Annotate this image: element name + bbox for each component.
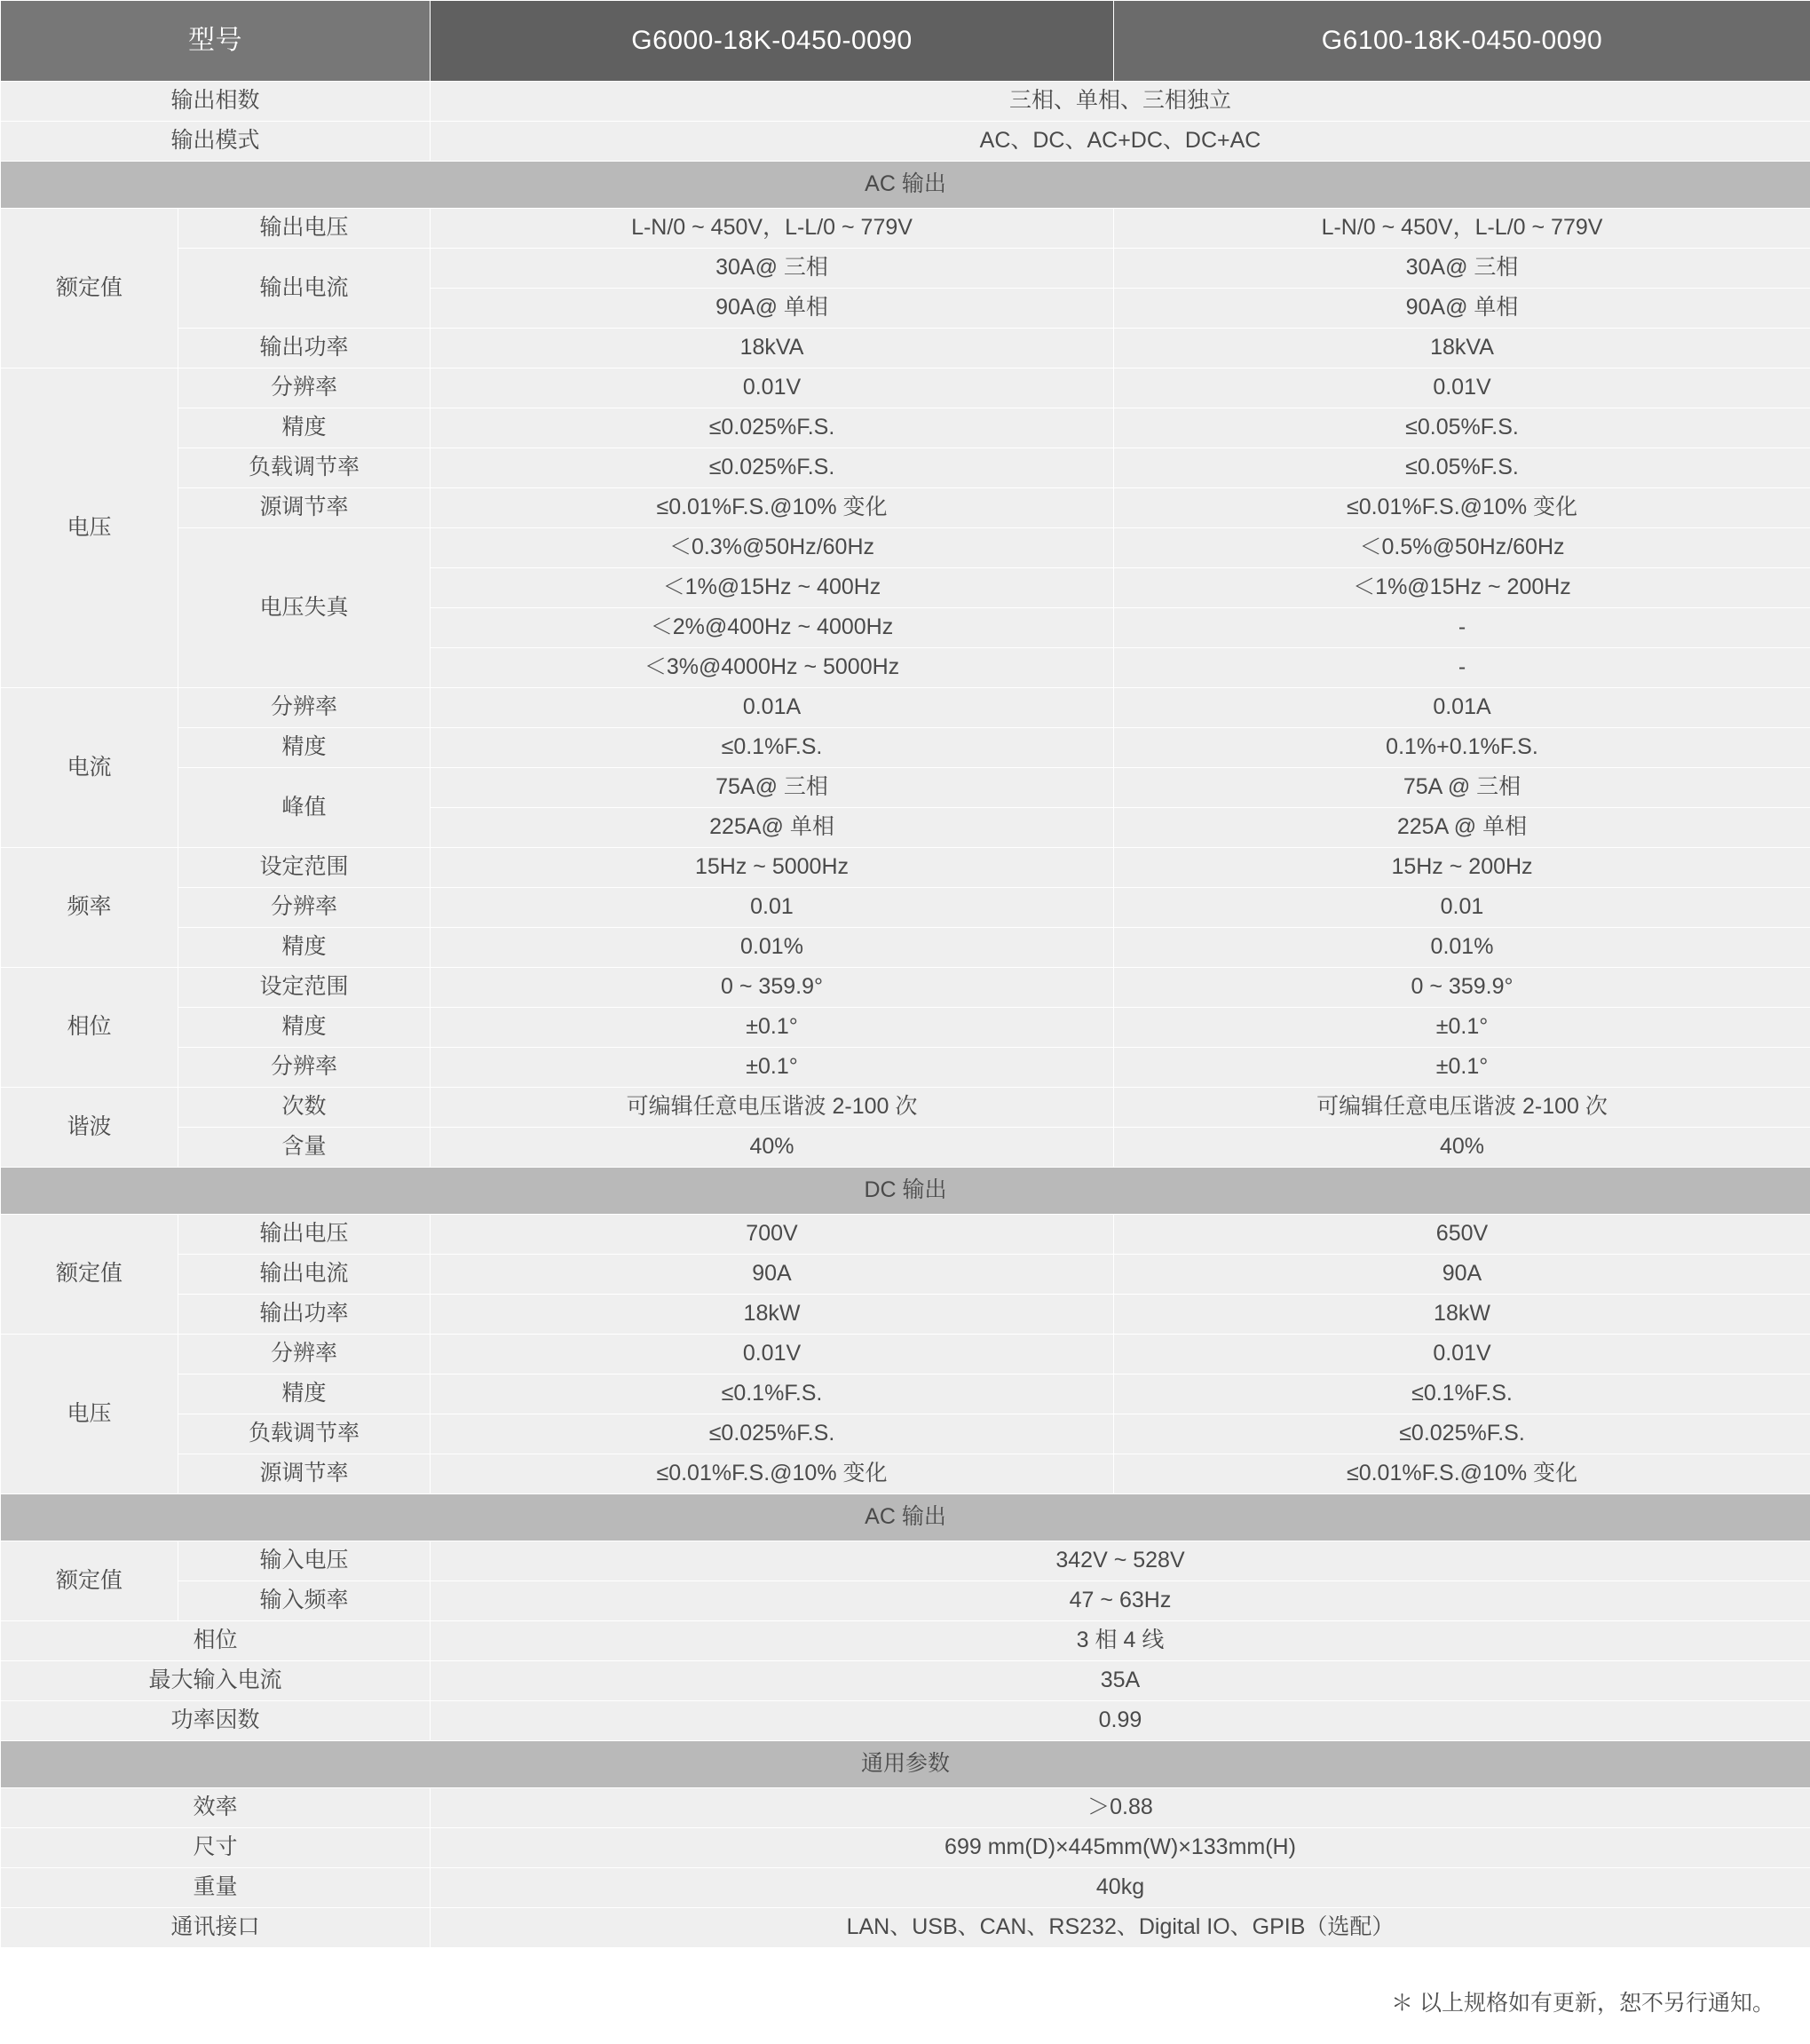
- table-row: [1, 1375, 1810, 1414]
- band-label: 通用参数: [1, 1741, 1810, 1788]
- row-value: 699 mm(D)×445mm(W)×133mm(H): [431, 1828, 1810, 1868]
- table-row: [1, 968, 1810, 1008]
- row-label: 源调节率: [178, 1454, 431, 1494]
- row-label: 精度: [178, 928, 431, 968]
- row-label: 分辨率: [178, 1335, 431, 1375]
- group-label: 频率: [1, 848, 178, 968]
- row-value-a: 0.01: [431, 888, 1114, 928]
- row-value: 三相、单相、三相独立: [431, 82, 1810, 122]
- row-label: 效率: [1, 1788, 431, 1828]
- section-band-dc-output: [1, 1168, 1810, 1215]
- table-row: [1, 1541, 1810, 1581]
- row-value-a: ＜0.3%@50Hz/60Hz: [431, 528, 1114, 568]
- header-model-label: 型号: [1, 1, 431, 82]
- row-label: 精度: [178, 728, 431, 768]
- table-row: [1, 408, 1810, 448]
- row-label: 输入电压: [178, 1541, 431, 1581]
- table-row: [1, 728, 1810, 768]
- row-value-b: ≤0.05%F.S.: [1114, 448, 1810, 488]
- row-label: 分辨率: [178, 888, 431, 928]
- table-row: [1, 1048, 1810, 1088]
- row-label: 分辨率: [178, 1048, 431, 1088]
- row-value: 0.99: [431, 1701, 1810, 1741]
- group-label: 额定值: [1, 1541, 178, 1621]
- row-value-a: ≤0.025%F.S.: [431, 1414, 1114, 1454]
- group-label: 额定值: [1, 209, 178, 368]
- table-row: [1, 1295, 1810, 1335]
- row-value-b: 75A @ 三相: [1114, 768, 1810, 808]
- row-value-a: 225A@ 单相: [431, 808, 1114, 848]
- row-label: 精度: [178, 1375, 431, 1414]
- row-label: 最大输入电流: [1, 1661, 431, 1701]
- table-row: [1, 928, 1810, 968]
- group-label: 电压: [1, 368, 178, 688]
- row-value-b: 18kW: [1114, 1295, 1810, 1335]
- group-label: 电压: [1, 1335, 178, 1494]
- row-label: 精度: [178, 408, 431, 448]
- row-value: 3 相 4 线: [431, 1621, 1810, 1661]
- header-model-a: G6000-18K-0450-0090: [431, 1, 1114, 82]
- table-row: [1, 768, 1810, 808]
- row-value-b: 30A@ 三相: [1114, 249, 1810, 289]
- table-row: [1, 329, 1810, 368]
- table-row: [1, 1215, 1810, 1255]
- footnote: ＊ 以上规格如有更新，恕不另行通知。: [0, 1948, 1810, 2044]
- band-label: AC 输出: [1, 1494, 1810, 1541]
- row-value-b: 0.01V: [1114, 368, 1810, 408]
- row-value-a: ＜1%@15Hz ~ 400Hz: [431, 568, 1114, 608]
- row-label: 次数: [178, 1088, 431, 1128]
- row-value-a: 18kW: [431, 1295, 1114, 1335]
- group-label: 谐波: [1, 1088, 178, 1168]
- row-label: 源调节率: [178, 488, 431, 528]
- band-label: AC 输出: [1, 162, 1810, 209]
- table-row: [1, 1828, 1810, 1868]
- table-row: [1, 1088, 1810, 1128]
- table-row: [1, 488, 1810, 528]
- row-value-b: 650V: [1114, 1215, 1810, 1255]
- row-value-a: ±0.1°: [431, 1048, 1114, 1088]
- table-row: [1, 249, 1810, 289]
- row-label: 输出电压: [178, 209, 431, 249]
- row-label: 峰值: [178, 768, 431, 848]
- row-value-b: ≤0.1%F.S.: [1114, 1375, 1810, 1414]
- table-row: [1, 1454, 1810, 1494]
- row-value-a: 90A: [431, 1255, 1114, 1295]
- row-value-a: ＜2%@400Hz ~ 4000Hz: [431, 608, 1114, 648]
- row-value-a: ≤0.01%F.S.@10% 变化: [431, 1454, 1114, 1494]
- table-row: [1, 1128, 1810, 1168]
- row-value-a: L-N/0 ~ 450V，L-L/0 ~ 779V: [431, 209, 1114, 249]
- row-value-b: 15Hz ~ 200Hz: [1114, 848, 1810, 888]
- row-label: 分辨率: [178, 368, 431, 408]
- row-value-a: ±0.1°: [431, 1008, 1114, 1048]
- row-value-b: L-N/0 ~ 450V，L-L/0 ~ 779V: [1114, 209, 1810, 249]
- row-value-a: 700V: [431, 1215, 1114, 1255]
- section-band-ac-output: [1, 162, 1810, 209]
- row-value-b: 0 ~ 359.9°: [1114, 968, 1810, 1008]
- table-row: [1, 1661, 1810, 1701]
- row-value: 342V ~ 528V: [431, 1541, 1810, 1581]
- row-value-b: -: [1114, 608, 1810, 648]
- table-row: [1, 1868, 1810, 1908]
- row-value-b: ≤0.05%F.S.: [1114, 408, 1810, 448]
- table-row: [1, 448, 1810, 488]
- row-value-b: 225A @ 单相: [1114, 808, 1810, 848]
- row-label: 尺寸: [1, 1828, 431, 1868]
- section-band-general: [1, 1741, 1810, 1788]
- row-value-a: ≤0.025%F.S.: [431, 408, 1114, 448]
- table-row: [1, 528, 1810, 568]
- row-value-b: 0.01V: [1114, 1335, 1810, 1375]
- row-value-a: 30A@ 三相: [431, 249, 1114, 289]
- row-value-b: 可编辑任意电压谐波 2-100 次: [1114, 1088, 1810, 1128]
- table-row: [1, 1908, 1810, 1948]
- row-value: AC、DC、AC+DC、DC+AC: [431, 122, 1810, 162]
- row-label: 输出相数: [1, 82, 431, 122]
- row-label: 设定范围: [178, 848, 431, 888]
- row-value-b: 40%: [1114, 1128, 1810, 1168]
- row-label: 功率因数: [1, 1701, 431, 1741]
- table-row: [1, 1621, 1810, 1661]
- table-row: [1, 1008, 1810, 1048]
- row-value-b: ±0.1°: [1114, 1048, 1810, 1088]
- row-value-b: ≤0.01%F.S.@10% 变化: [1114, 1454, 1810, 1494]
- row-value: 47 ~ 63Hz: [431, 1581, 1810, 1621]
- row-value-a: 0.01%: [431, 928, 1114, 968]
- row-value-a: ≤0.01%F.S.@10% 变化: [431, 488, 1114, 528]
- table-row: [1, 209, 1810, 249]
- row-value-b: 0.01A: [1114, 688, 1810, 728]
- row-value-b: -: [1114, 648, 1810, 688]
- row-label: 负载调节率: [178, 1414, 431, 1454]
- row-value-a: 可编辑任意电压谐波 2-100 次: [431, 1088, 1114, 1128]
- row-label: 重量: [1, 1868, 431, 1908]
- row-value-b: 18kVA: [1114, 329, 1810, 368]
- table-row: [1, 1788, 1810, 1828]
- row-label: 相位: [1, 1621, 431, 1661]
- table-row: [1, 1581, 1810, 1621]
- row-value-a: 18kVA: [431, 329, 1114, 368]
- row-value: LAN、USB、CAN、RS232、Digital IO、GPIB（选配）: [431, 1908, 1810, 1948]
- table-row: [1, 1414, 1810, 1454]
- row-label: 输入频率: [178, 1581, 431, 1621]
- row-label: 含量: [178, 1128, 431, 1168]
- group-label: 额定值: [1, 1215, 178, 1335]
- row-value-b: ±0.1°: [1114, 1008, 1810, 1048]
- row-value-a: 15Hz ~ 5000Hz: [431, 848, 1114, 888]
- row-value-b: ＜0.5%@50Hz/60Hz: [1114, 528, 1810, 568]
- row-label: 电压失真: [178, 528, 431, 688]
- row-value-a: 90A@ 单相: [431, 289, 1114, 329]
- group-label: 相位: [1, 968, 178, 1088]
- row-value-a: 0.01A: [431, 688, 1114, 728]
- table-row: [1, 888, 1810, 928]
- row-value-b: 0.01%: [1114, 928, 1810, 968]
- table-row: [1, 122, 1810, 162]
- row-label: 通讯接口: [1, 1908, 431, 1948]
- row-value-a: 0.01V: [431, 1335, 1114, 1375]
- row-value-a: 0 ~ 359.9°: [431, 968, 1114, 1008]
- table-row: [1, 1255, 1810, 1295]
- row-value-a: ≤0.025%F.S.: [431, 448, 1114, 488]
- row-value-b: 90A@ 单相: [1114, 289, 1810, 329]
- row-label: 输出功率: [178, 1295, 431, 1335]
- row-label: 输出电流: [178, 249, 431, 329]
- row-label: 精度: [178, 1008, 431, 1048]
- band-label: DC 输出: [1, 1168, 1810, 1215]
- section-band-ac-input: [1, 1494, 1810, 1541]
- table-row: [1, 82, 1810, 122]
- row-value-a: ≤0.1%F.S.: [431, 728, 1114, 768]
- table-row: [1, 848, 1810, 888]
- row-label: 负载调节率: [178, 448, 431, 488]
- row-value-b: 0.1%+0.1%F.S.: [1114, 728, 1810, 768]
- table-row: [1, 1701, 1810, 1741]
- row-value-a: ＜3%@4000Hz ~ 5000Hz: [431, 648, 1114, 688]
- row-label: 输出模式: [1, 122, 431, 162]
- table-row: [1, 368, 1810, 408]
- row-value: 35A: [431, 1661, 1810, 1701]
- row-value: 40kg: [431, 1868, 1810, 1908]
- group-label: 电流: [1, 688, 178, 848]
- table-header-row: [1, 1, 1810, 82]
- header-model-b: G6100-18K-0450-0090: [1114, 1, 1810, 82]
- row-value-b: 90A: [1114, 1255, 1810, 1295]
- row-value-b: ≤0.01%F.S.@10% 变化: [1114, 488, 1810, 528]
- row-label: 输出电流: [178, 1255, 431, 1295]
- row-value-a: 75A@ 三相: [431, 768, 1114, 808]
- row-value-b: ≤0.025%F.S.: [1114, 1414, 1810, 1454]
- row-value: ＞0.88: [431, 1788, 1810, 1828]
- row-label: 输出电压: [178, 1215, 431, 1255]
- row-value-b: ＜1%@15Hz ~ 200Hz: [1114, 568, 1810, 608]
- row-value-b: 0.01: [1114, 888, 1810, 928]
- row-label: 输出功率: [178, 329, 431, 368]
- table-row: [1, 1335, 1810, 1375]
- row-value-a: ≤0.1%F.S.: [431, 1375, 1114, 1414]
- row-value-a: 0.01V: [431, 368, 1114, 408]
- row-value-a: 40%: [431, 1128, 1114, 1168]
- row-label: 设定范围: [178, 968, 431, 1008]
- row-label: 分辨率: [178, 688, 431, 728]
- table-row: [1, 688, 1810, 728]
